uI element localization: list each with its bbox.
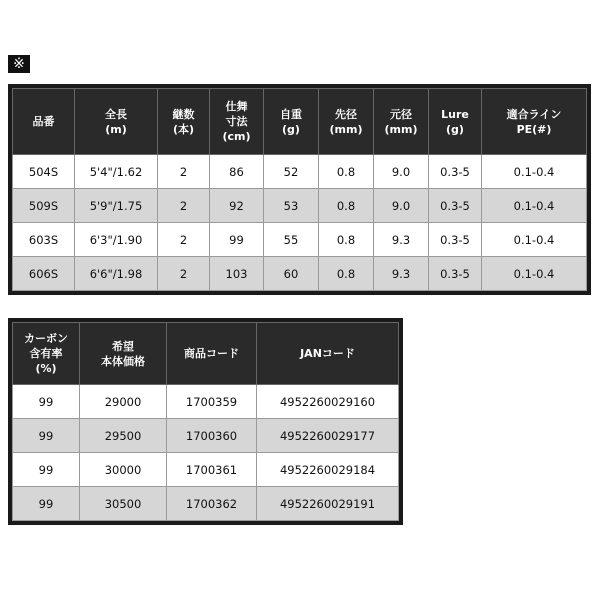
cell-list-price: 30500	[80, 487, 167, 521]
price-table-frame	[8, 318, 403, 525]
cell-line: 0.1-0.4	[482, 189, 587, 223]
cell-product-code: 1700362	[167, 487, 257, 521]
table-row	[13, 453, 399, 487]
table-row	[13, 385, 399, 419]
header-line: 適合ライン PE(#)	[482, 89, 587, 155]
cell-list-price: 30000	[80, 453, 167, 487]
table-row	[13, 155, 587, 189]
cell-jan-code: 4952260029184	[257, 453, 399, 487]
cell-lure: 0.3-5	[429, 189, 482, 223]
header-pieces: 継数 (本)	[158, 89, 210, 155]
table-row	[13, 419, 399, 453]
cell-length: 6'3"/1.90	[75, 223, 158, 257]
header-list-price: 希望 本体価格	[80, 323, 167, 385]
header-tip-diameter: 先径 (mm)	[319, 89, 374, 155]
cell-product-code: 1700360	[167, 419, 257, 453]
cell-lure: 0.3-5	[429, 223, 482, 257]
table-row	[13, 189, 587, 223]
header-lure: Lure (g)	[429, 89, 482, 155]
cell-pieces: 2	[158, 155, 210, 189]
cell-line: 0.1-0.4	[482, 223, 587, 257]
cell-lure: 0.3-5	[429, 155, 482, 189]
cell-list-price: 29500	[80, 419, 167, 453]
header-butt-diameter: 元径 (mm)	[374, 89, 429, 155]
spec-table-frame	[8, 84, 591, 295]
cell-model: 509S	[13, 189, 75, 223]
cell-butt-diameter: 9.0	[374, 155, 429, 189]
cell-line: 0.1-0.4	[482, 257, 587, 291]
cell-butt-diameter: 9.3	[374, 223, 429, 257]
cell-tip-diameter: 0.8	[319, 223, 374, 257]
table-row	[13, 487, 399, 521]
cell-model: 504S	[13, 155, 75, 189]
header-jan-code: JANコード	[257, 323, 399, 385]
spec-table	[12, 88, 587, 291]
cell-product-code: 1700359	[167, 385, 257, 419]
table-row	[13, 223, 587, 257]
header-model: 品番	[13, 89, 75, 155]
header-length: 全長 (m)	[75, 89, 158, 155]
price-table	[12, 322, 399, 521]
cell-pieces: 2	[158, 223, 210, 257]
cell-closed-length: 92	[210, 189, 264, 223]
cell-weight: 52	[264, 155, 319, 189]
cell-model: 606S	[13, 257, 75, 291]
cell-closed-length: 103	[210, 257, 264, 291]
cell-jan-code: 4952260029177	[257, 419, 399, 453]
cell-list-price: 29000	[80, 385, 167, 419]
cell-jan-code: 4952260029160	[257, 385, 399, 419]
cell-pieces: 2	[158, 189, 210, 223]
header-product-code: 商品コード	[167, 323, 257, 385]
note-mark: ※	[8, 55, 30, 73]
cell-weight: 60	[264, 257, 319, 291]
cell-model: 603S	[13, 223, 75, 257]
price-header-row	[13, 323, 399, 385]
cell-length: 5'4"/1.62	[75, 155, 158, 189]
cell-carbon-content: 99	[13, 385, 80, 419]
cell-carbon-content: 99	[13, 487, 80, 521]
cell-closed-length: 86	[210, 155, 264, 189]
cell-tip-diameter: 0.8	[319, 257, 374, 291]
cell-weight: 55	[264, 223, 319, 257]
cell-carbon-content: 99	[13, 453, 80, 487]
header-carbon-content: カーボン 含有率 (%)	[13, 323, 80, 385]
cell-carbon-content: 99	[13, 419, 80, 453]
cell-pieces: 2	[158, 257, 210, 291]
header-weight: 自重 (g)	[264, 89, 319, 155]
cell-tip-diameter: 0.8	[319, 155, 374, 189]
cell-jan-code: 4952260029191	[257, 487, 399, 521]
cell-closed-length: 99	[210, 223, 264, 257]
cell-length: 6'6"/1.98	[75, 257, 158, 291]
cell-butt-diameter: 9.3	[374, 257, 429, 291]
cell-product-code: 1700361	[167, 453, 257, 487]
spec-header-row	[13, 89, 587, 155]
cell-tip-diameter: 0.8	[319, 189, 374, 223]
cell-line: 0.1-0.4	[482, 155, 587, 189]
table-row	[13, 257, 587, 291]
cell-length: 5'9"/1.75	[75, 189, 158, 223]
cell-weight: 53	[264, 189, 319, 223]
cell-butt-diameter: 9.0	[374, 189, 429, 223]
header-closed-length: 仕舞 寸法 (cm)	[210, 89, 264, 155]
cell-lure: 0.3-5	[429, 257, 482, 291]
